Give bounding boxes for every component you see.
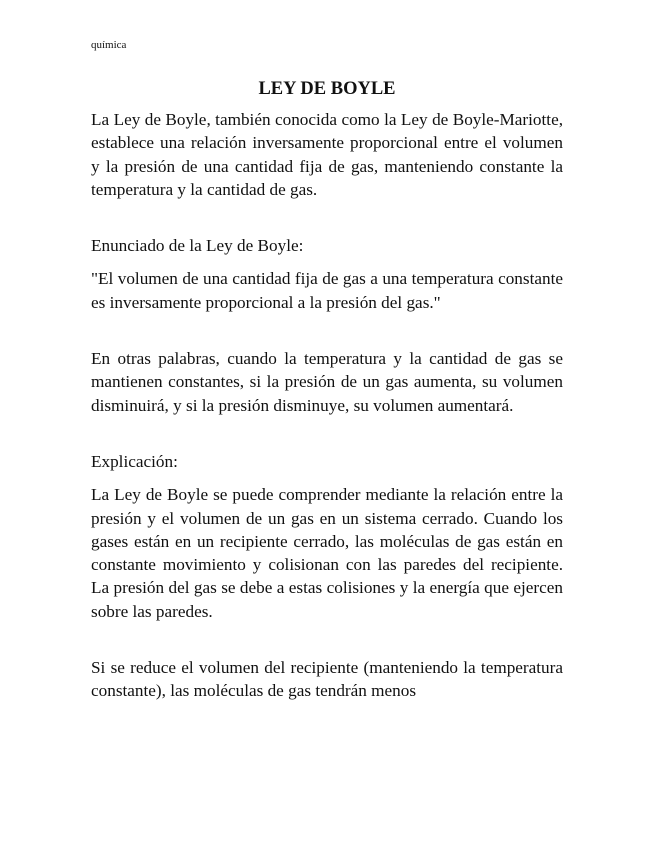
other-words-paragraph: En otras palabras, cuando la temperatura y la cantidad de gas se mantienen constantes, si la presión de un gas aumenta, su volumen disminuirá, y si la presión disminuye, su volumen aumentará. <box>91 349 563 415</box>
explanation-heading: Explicación: <box>91 451 178 471</box>
document-title: LEY DE BOYLE <box>258 79 396 99</box>
statement-heading: Enunciado de la Ley de Boyle: <box>91 236 304 256</box>
document-body <box>91 77 563 703</box>
subject-label: química <box>91 39 127 51</box>
volume-reduction-paragraph: Si se reduce el volumen del recipiente (manteniendo la temperatura constante), las moléculas de gas tendrán menos <box>91 658 563 701</box>
statement-quote: "El volumen de una cantidad fija de gas a una temperatura constante es inversamente proporcional a la presión del gas." <box>91 269 563 312</box>
explanation-paragraph: La Ley de Boyle se puede comprender mediante la relación entre la presión y el volumen de un gas en un sistema cerrado. Cuando los gases están en un recipiente cerrado, las moléculas de gas están en constante movimiento y colisionan con las paredes del recipiente. La presión del gas se debe a estas colisiones y la energía que ejercen sobre las paredes. <box>91 485 563 621</box>
intro-paragraph: La Ley de Boyle, también conocida como la Ley de Boyle-Mariotte, establece una relación inversamente proporcional entre el volumen y la presión de una cantidad fija de gas, manteniendo constante la temperatura y la cantidad de gas. <box>91 110 563 199</box>
